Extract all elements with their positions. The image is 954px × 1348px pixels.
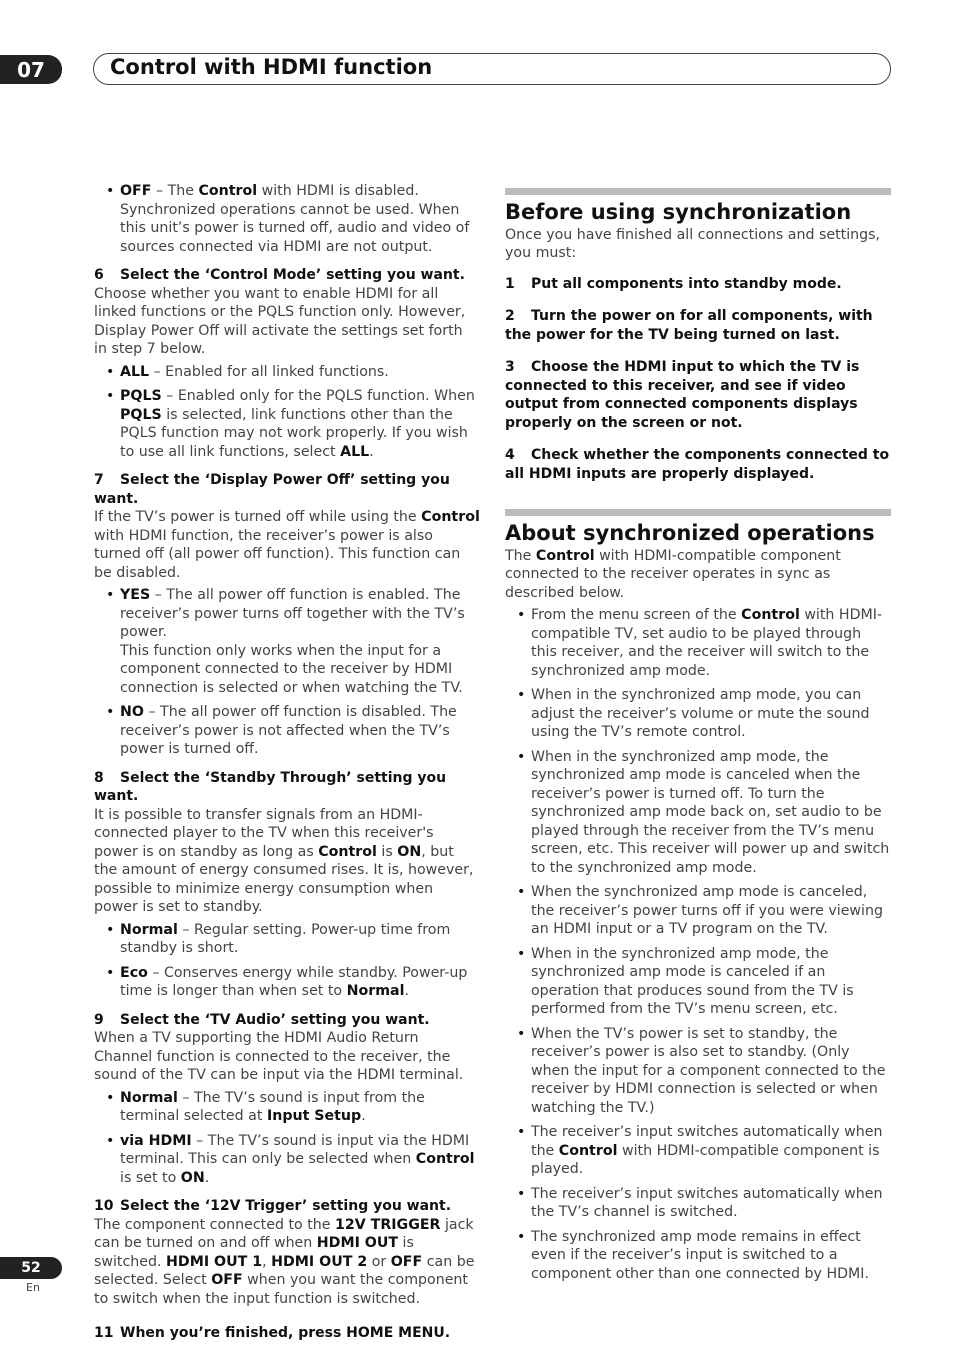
section-title: About synchronized operations	[505, 521, 875, 545]
list-item: • When in the synchronized amp mode, you can adjust the receiver’s volume or mute the sound using the TV’s remote control.	[505, 686, 891, 742]
section-title: Before using synchronization	[505, 200, 852, 224]
paragraph: Once you have finished all connections and settings, you must:	[505, 226, 881, 261]
step-heading: 4 Check whether the components connected to all HDMI inputs are properly displayed.	[505, 447, 890, 482]
page-language: En	[26, 1281, 40, 1294]
right-column	[505, 188, 891, 1289]
list-item: • PQLS – Enabled only for the PQLS function. When PQLS is selected, link functions other than the PQLS function may not work properly. If you wish to use all link functions, select ALL.	[94, 387, 480, 461]
list-item: • When the synchronized amp mode is canceled, the receiver’s power turns off if you were viewing an HDMI input or a TV program on the TV.	[505, 883, 891, 939]
list-item: • YES – The all power off function is enabled. The receiver’s power turns off together with the TV’s power. This function only works when the input for a component connected to the receiver by HDMI connection is selected or when watching the TV.	[94, 586, 480, 697]
chapter-title: Control with HDMI function	[110, 55, 433, 79]
list-item: • The receiver’s input switches automatically when the Control with HDMI-compatible component is played.	[505, 1123, 891, 1179]
list-item: • Normal – The TV’s sound is input from the terminal selected at Input Setup.	[94, 1089, 480, 1126]
paragraph: The component connected to the 12V TRIGGER jack can be turned on and off when HDMI OUT is switched. HDMI OUT 1, HDMI OUT 2 or OFF can be selected. Select OFF when you want the component to switch when the input function is switched.	[94, 1216, 475, 1307]
step-heading: 6 Select the ‘Control Mode’ setting you want.	[94, 267, 465, 283]
step-heading: 11 When you’re finished, press HOME MENU.	[94, 1325, 451, 1341]
paragraph: When a TV supporting the HDMI Audio Return Channel function is connected to the receiver, the sound of the TV can be input via the HDMI terminal.	[94, 1030, 464, 1083]
list-item: • When in the synchronized amp mode, the synchronized amp mode is canceled if an operation that produces sound from the TV is performed from the TV’s menu screen, etc.	[505, 945, 891, 1019]
step-heading: 8 Select the ‘Standby Through’ setting you want.	[94, 769, 447, 804]
list-item: • The receiver’s input switches automatically when the TV’s channel is switched.	[505, 1185, 891, 1222]
list-item: • From the menu screen of the Control with HDMI-compatible TV, set audio to be played through this receiver, and the receiver will switch to the synchronized amp mode.	[505, 606, 891, 680]
section-divider	[505, 188, 891, 195]
chapter-number: 07	[0, 55, 62, 84]
list-item: • Normal – Regular setting. Power-up time from standby is short.	[94, 921, 480, 958]
step-heading: 10 Select the ‘12V Trigger’ setting you want.	[94, 1198, 452, 1214]
paragraph: It is possible to transfer signals from an HDMI-connected player to the TV when this receiver's power is on standby as long as Control is ON, but the amount of energy consumed rises. It is, however, possible to minimize energy consumption when power is set to standby.	[94, 806, 474, 915]
page-number: 52	[0, 1257, 62, 1279]
section-divider	[505, 509, 891, 516]
chapter-header	[93, 53, 891, 85]
step-heading: 9 Select the ‘TV Audio’ setting you want.	[94, 1011, 430, 1028]
list-item: • OFF – The Control with HDMI is disabled. Synchronized operations cannot be used. When this unit’s power is turned off, audio and video of sources connected via HDMI are not output.	[94, 182, 480, 256]
paragraph: The Control with HDMI-compatible component connected to the receiver operates in sync as described below.	[505, 547, 841, 601]
list-item: • When the TV’s power is set to standby, the receiver’s power is also set to standby. (Only when the input for a component connected to the receiver by HDMI connection is selected or when watching the TV.)	[505, 1025, 891, 1118]
list-item: • When in the synchronized amp mode, the synchronized amp mode is canceled when the receiver’s power is turned off. To turn the synchronized amp mode back on, set audio to be played through the receiver from the TV’s menu screen, etc. This receiver will power up and switch to the synchronized amp mode.	[505, 748, 891, 878]
step-heading: 7 Select the ‘Display Power Off’ setting you want.	[94, 472, 450, 507]
paragraph: Choose whether you want to enable HDMI for all linked functions or the PQLS function only. However, Display Power Off will activate the settings set forth in step 7 below.	[94, 285, 466, 357]
list-item: • NO – The all power off function is disabled. The receiver’s power is not affected when the TV’s power is turned off.	[94, 703, 480, 759]
list-item: • Eco – Conserves energy while standby. Power-up time is longer than when set to Normal.	[94, 964, 480, 1001]
list-item: • ALL – Enabled for all linked functions.	[94, 363, 480, 382]
step-heading: 3 Choose the HDMI input to which the TV is connected to this receiver, and see if video output from connected components displays properly on the screen or not.	[505, 359, 860, 431]
step-heading: 1 Put all components into standby mode.	[505, 275, 842, 292]
step-heading: 2 Turn the power on for all components, with the power for the TV being turned on last.	[505, 308, 873, 343]
left-column	[94, 178, 480, 1343]
list-item: • via HDMI – The TV’s sound is input via the HDMI terminal. This can only be selected when Control is set to ON.	[94, 1132, 480, 1188]
paragraph: If the TV’s power is turned off while using the Control with HDMI function, the receiver’s power is also turned off (all power off function). This function can be disabled.	[94, 509, 480, 581]
list-item: • The synchronized amp mode remains in effect even if the receiver’s input is switched to a component other than one connected by HDMI.	[505, 1228, 891, 1284]
